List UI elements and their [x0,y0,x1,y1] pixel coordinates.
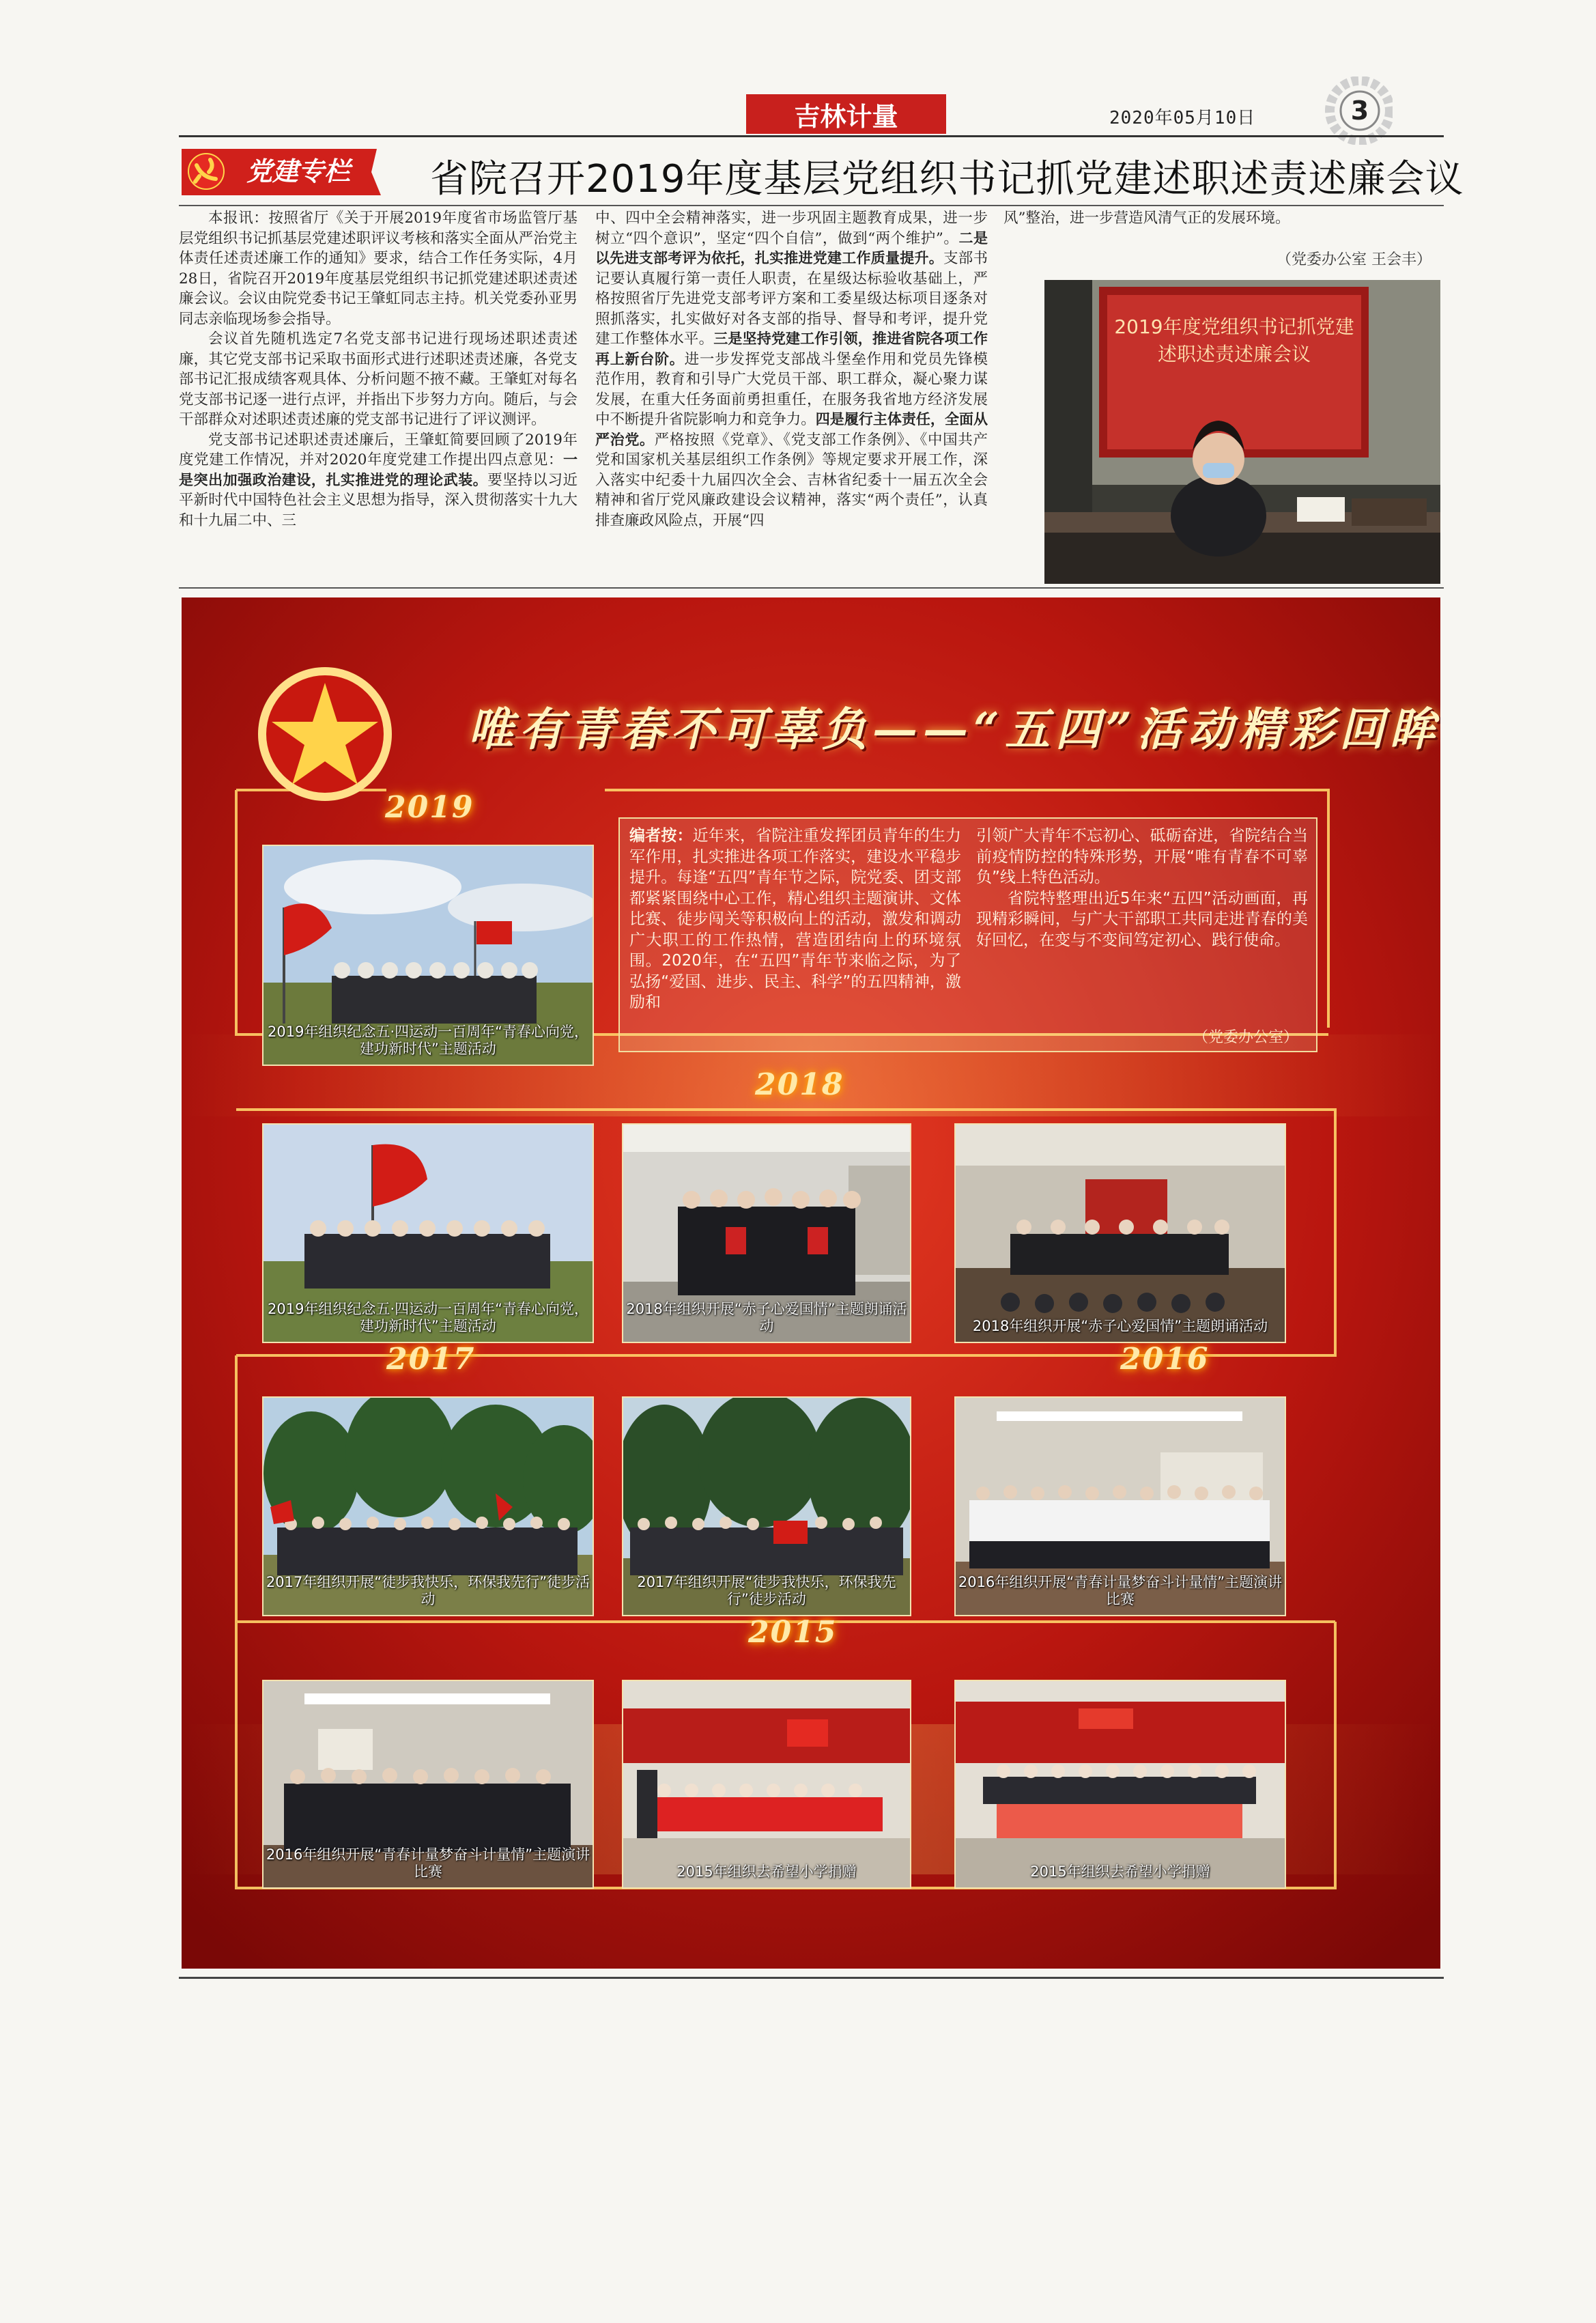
article-paragraph [595,208,988,531]
year-label-2017: 2017 [386,1342,476,1377]
article-text: 进一步发挥党支部战斗堡垒作用和党员先锋模范作用，教育和引导广大党员干部、职工群众，凝心聚力谋发展，在重大任务面前勇担重任，在服务我省地方经济发展中不断提升省院影响力和竞争力。 [595,350,988,428]
article-column-3 [1003,208,1434,229]
photo-caption: 2016年组织开展“青春计量梦奋斗计量情”主题演讲比赛 [958,1574,1283,1607]
photo-caption: 2015年组织去希望小学捐赠 [676,1863,857,1880]
page-badge-graphic [1324,76,1393,145]
photo-2017-hiking-group [262,1396,594,1616]
photo-2019-mountain-group [262,1123,594,1343]
article-text: 要坚持以习近平新时代中国特色社会主义思想为指导，深入贯彻落实十九大和十九届二中、三 [179,471,578,529]
column-tag [179,145,384,198]
headline-rule [179,205,1444,206]
article-text: 支部书记要认真履行第一责任人职责，在星级达标验收基础上，严格按照省厅先进党支部考评方案和工委星级达标项目逐条对照抓落实，扎实做好对各支部的指导、督导和考评，提升党建工作整体水平。 [595,250,988,348]
year-label-2016: 2016 [1120,1342,1210,1377]
editor-note-column-2 [976,826,1308,951]
photo-2016-speech-contest [954,1396,1286,1616]
editor-note-column-1 [629,826,961,1013]
photo-2015-school-group [954,1680,1286,1889]
issue-date: 2020年05月10日 [1109,108,1256,128]
year-label-2019: 2019 [385,790,474,825]
article-bold-point: 四是履行主体责任，全面从严治党。 [595,411,988,448]
screen-text-1: 2019年度党组织书记抓党建 [1114,315,1354,338]
editor-note-paragraph: 引领广大青年不忘初心、砥砺奋进，省院结合当前疫情防控的特殊形势，开展“唯有青春不可辜负”线上特色活动。 [976,827,1308,886]
editor-note-text: 近年来，省院注重发挥团员青年的生力军作用，扎实推进各项工作落实，建设水平稳步提升。每逢“五四”青年节之际，院党委、团支部都紧紧围绕中心工作，精心组织主题演讲、文体比赛、徒步闯关等积极向上的活动，激发和调动广大职工的工作热情，营造团结向上的环境氛围。2020年，在“五四”青年节来临之际，为了弘扬“爱国、进步、民主、科学”的五四精神，激励和 [629,827,962,1011]
photo-caption: 2016年组织开展“青春计量梦奋斗计量情”主题演讲比赛 [266,1846,590,1880]
article-text: 严格按照《党章》、《党支部工作条例》、《中国共产党和国家机关基层组织工作条例》等规定要求开展工作，深入落实中纪委十九届四次全会、吉林省纪委十一届五次全会精神和省厅党风廉政建设会议精神，落实“两个责任”，认真排查廉政风险点，开展“四 [595,431,988,529]
article-bold-point: 一是突出加强政治建设，扎实推进党的理论武装。 [179,451,578,488]
article-signature: （党委办公室 王会丰） [1277,251,1431,268]
article-paragraph [179,430,578,531]
article-text: 党支部书记述职述责述廉后，王肇虹简要回顾了2019年度党建工作情况，并对2020年度党建工作提出四点意见： [179,431,578,468]
photo-caption: 2015年组织去希望小学捐赠 [1030,1863,1210,1880]
photo-caption: 2018年组织开展“赤子心爱国情”主题朗诵活动 [626,1301,907,1334]
year-label-2018: 2018 [755,1067,844,1102]
paper-name: 吉林计量 [794,101,898,132]
article-paragraph: 风”整治，进一步营造风清气正的发展环境。 [1003,210,1290,227]
article-bold-point: 三是坚持党建工作引领，推进省院各项工作再上新台阶。 [595,330,988,367]
poster-title: 唯有青春不可辜负——“五四”活动精彩回眸 [468,703,1440,756]
photo-2015-school-donation [622,1680,911,1889]
year-label-2015: 2015 [748,1615,838,1650]
page-number-badge [1324,76,1393,145]
article-paragraph: 会议首先随机选定7名党支部书记进行现场述职述责述廉，其它党支部书记采取书面形式进行述职述责述廉，各党支部书记汇报成绩客观具体、分析问题不掖不藏。王肇虹对每名党支部书记逐一进行点评，并指出下步努力方向。随后，与会干部群众对述职述责述廉的党支部书记进行了评议测评。 [179,330,578,428]
photo-2017-hiking-forest [622,1396,911,1616]
youth-day-poster [182,597,1440,1969]
article-paragraph: 本报讯：按照省厅《关于开展2019年度省市场监管厅基层党组织书记抓基层党建述职评议考核和落实全面从严治党主体责任述责述廉工作的通知》要求，结合工作任务实际，4月28日，省院召开2019年度基层党组织书记抓党建述职述责述廉会议。会议由院党委书记王肇虹同志主持。机关党委孙亚男同志亲临现场参会指导。 [179,210,578,328]
editor-note-paragraph [629,826,961,1013]
meeting-photo [1044,280,1440,584]
page-number: 3 [1350,96,1369,126]
article-bold-point: 二是以先进支部考评为依托，扎实推进党建工作质量提升。 [595,229,988,266]
photo-caption: 2017年组织开展“徒步我快乐，环保我先行”徒步活动 [266,1574,590,1607]
screen-text-2: 述职述责述廉会议 [1157,343,1311,365]
photo-2019-group-flag [262,845,594,1066]
bottom-rule [179,1977,1444,1979]
article-column-1 [179,208,578,531]
photo-caption: 2018年组织开展“赤子心爱国情”主题朗诵活动 [972,1318,1268,1334]
editor-note-signature: （党委办公室） [1193,1028,1298,1046]
photo-2018-recital-stage [954,1123,1286,1343]
photo-caption: 2019年组织纪念五·四运动一百周年“青春心向党，建功新时代”主题活动 [268,1024,588,1057]
header-rule [179,135,1444,137]
editor-note-label: 编者按： [629,827,693,845]
article-column-2 [595,208,988,531]
photo-caption: 2017年组织开展“徒步我快乐，环保我先行”徒步活动 [637,1574,896,1607]
article-rule [179,587,1444,589]
editor-note-paragraph: 省院特整理出近5年来“五四”活动画面，再现精彩瞬间，与广大干部职工共同走进青春的美好回忆，在变与不变间笃定初心、践行使命。 [976,889,1308,949]
column-tag-label: 党建专栏 [246,156,351,186]
photo-2016-speech-group [262,1680,594,1889]
article-text: 中、四中全会精神落实，进一步巩固主题教育成果，进一步树立“四个意识”，坚定“四个自信”，做到“两个维护”。 [595,210,988,247]
photo-caption: 2019年组织纪念五·四运动一百周年“青春心向党，建功新时代”主题活动 [268,1301,588,1334]
photo-2018-recital-group [622,1123,911,1343]
headline: 省院召开2019年度基层党组织书记抓党建述职述责述廉会议 [430,157,1464,201]
paper-name-band [746,94,946,134]
editor-note [618,817,1317,1052]
